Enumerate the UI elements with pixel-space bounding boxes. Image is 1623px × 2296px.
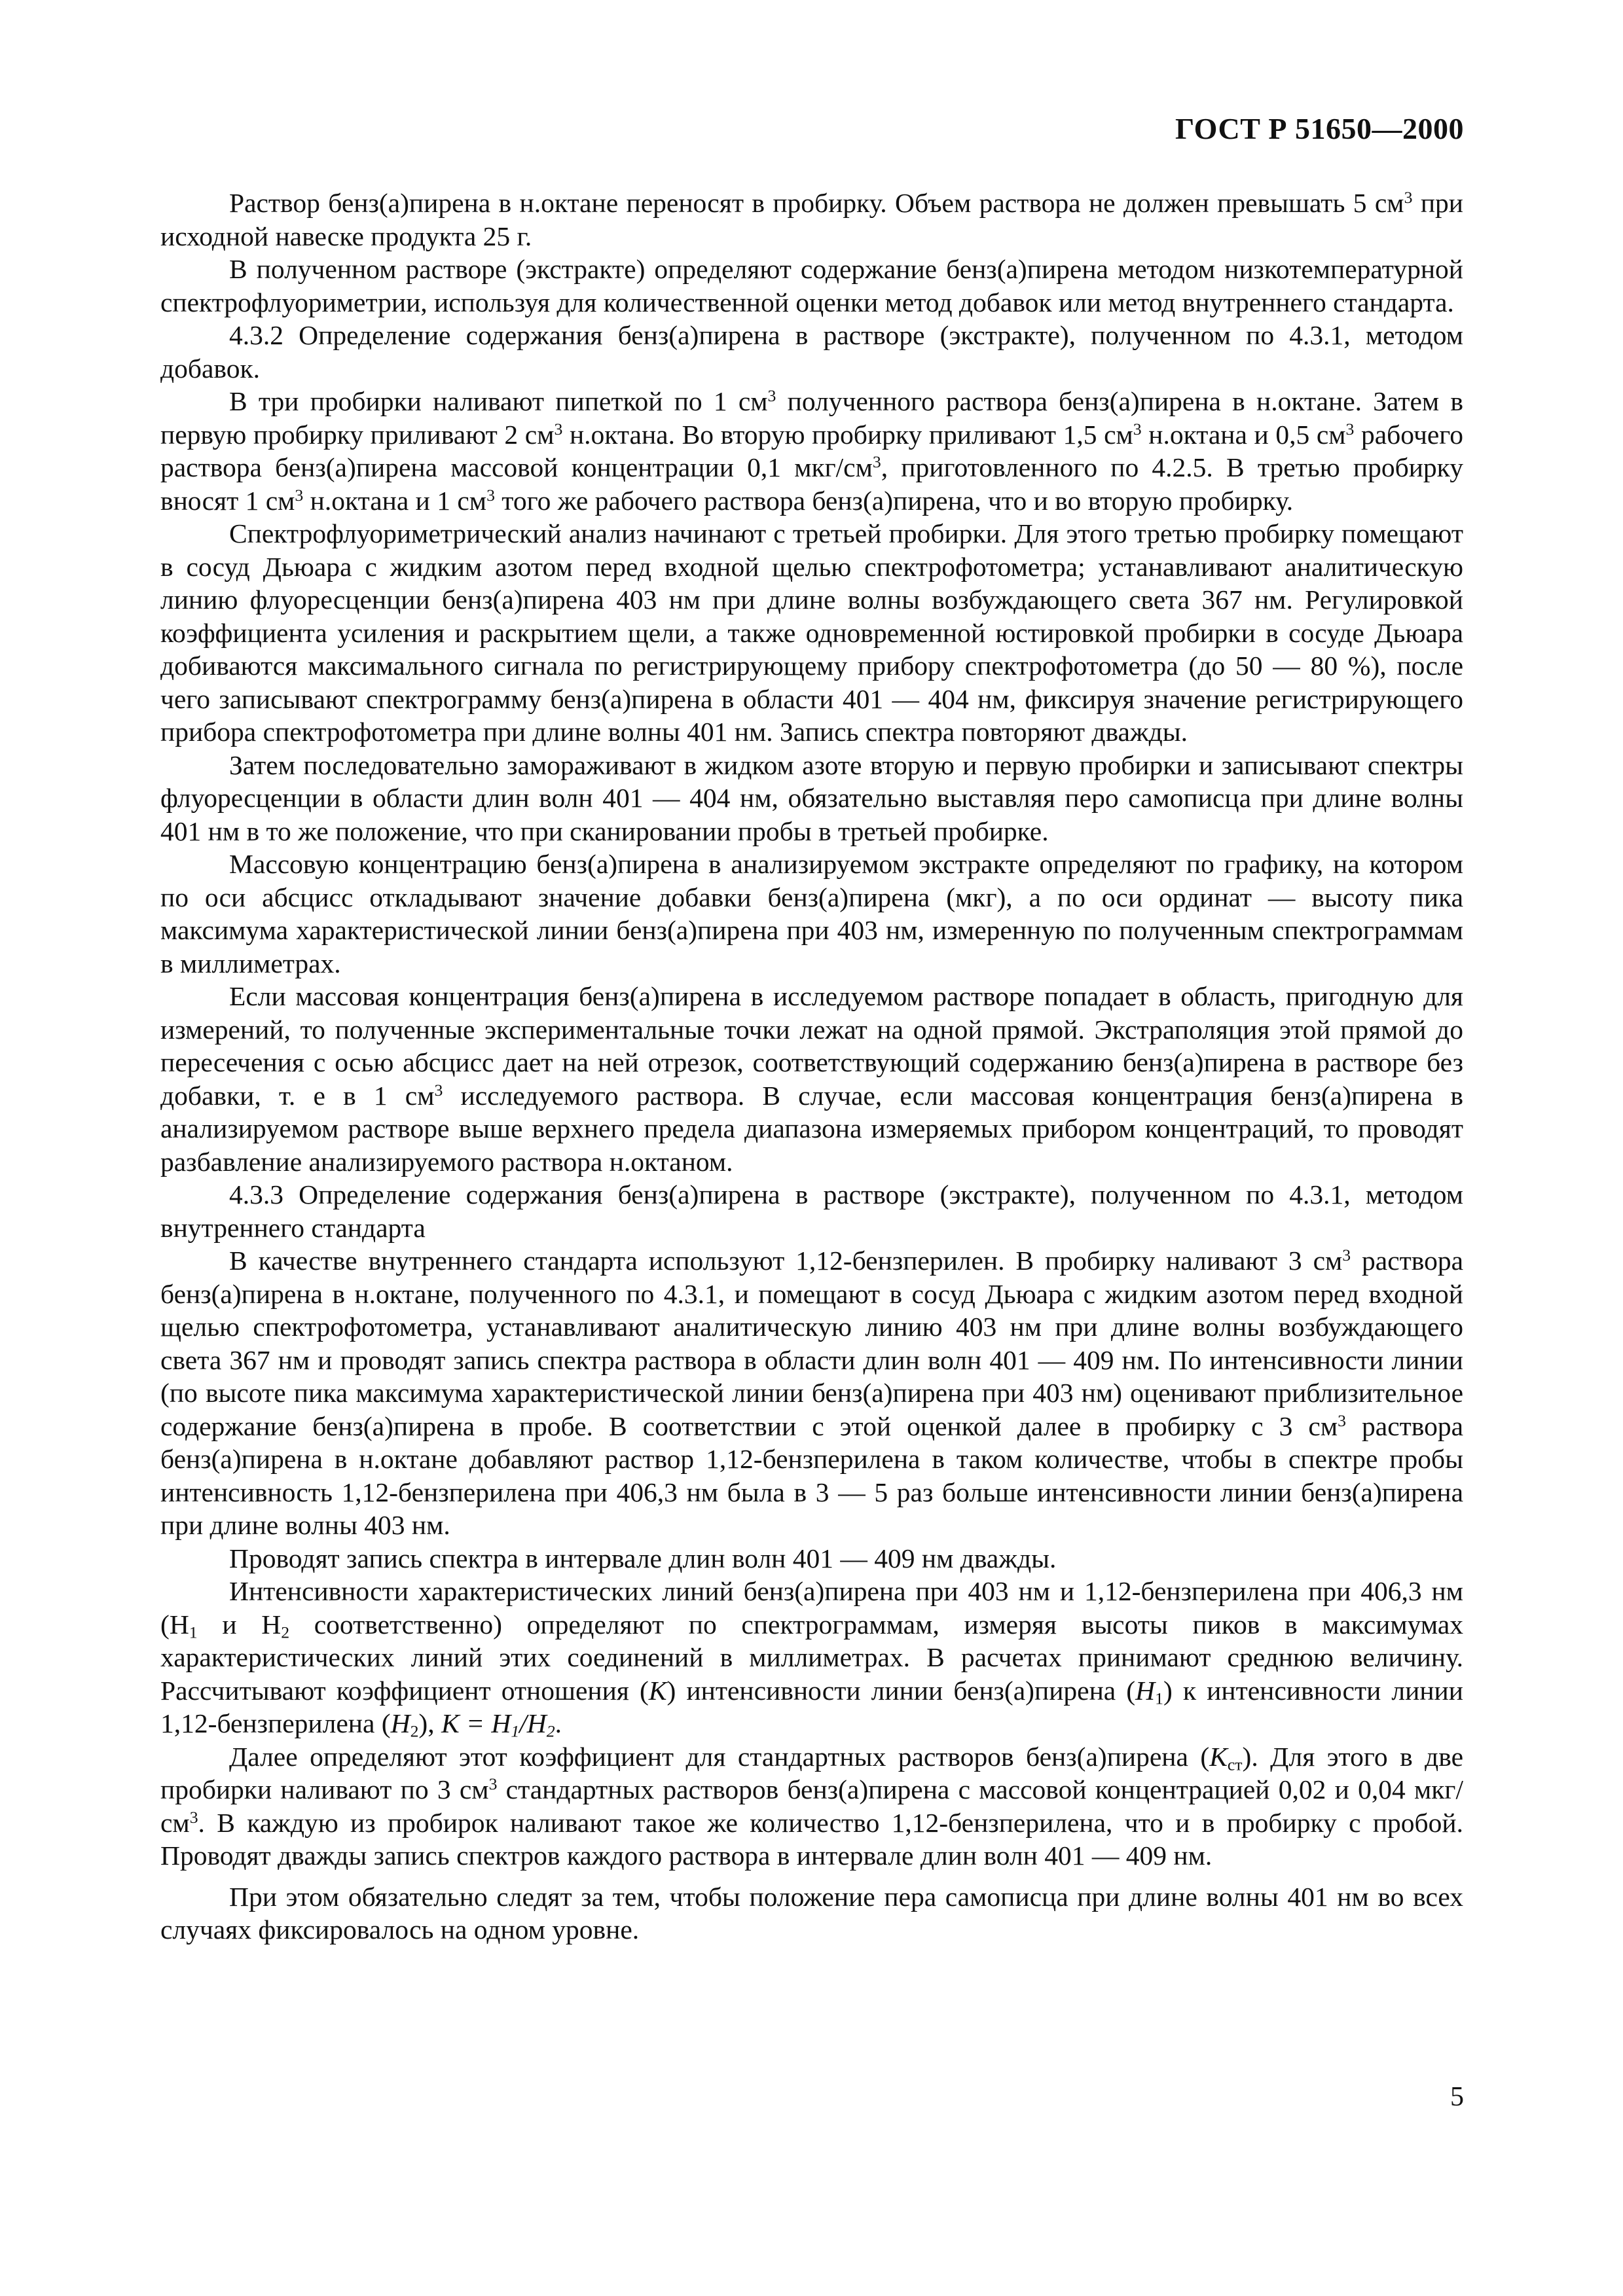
paragraph: В качестве внутреннего стандарта используют 1,12-бензперилен. В пробирку наливают 3 $см^3$ раствора бенз(а)пирена в н.октане, полученного по 4.3.1, и помещают в сосуд Дьюара с жидким азотом перед входной щелью спектрофотометра, устанавливают аналитическую линию 403 нм при длине волны возбуждающего света 367 нм и проводят запись спектра раствора в области длин волн 401 — 409 нм. По интенсивности линии (по высоте пика максимума характеристической линии бенз(а)пирена при 403 нм) оценивают приблизительное содержание бенз(а)пирена в пробе. В соответствии с этой оценкой далее в пробирку с 3 $см^3$ раствора бенз(а)пирена в н.октане добавляют раствор 1,12-бензперилена в таком количестве, чтобы в спектре пробы интенсивность 1,12-бензперилена при 406,3 нм была в 3 — 5 раз больше интенсивности линии бенз(а)пирена при длине волны 403 нм. bbox=[160, 1245, 1463, 1540]
paragraph: Спектрофлуориметрический анализ начинают с третьей пробирки. Для этого третью пробирку помещают в сосуд Дьюара с жидким азотом перед входной щелью спектрофотометра; устанавливают аналитическую линию флуоресценции бенз(а)пирена 403 нм при длине волны возбуждающего света 367 нм. Регулировкой коэффициента усиления и раскрытием щели, а также одновременной юстировкой пробирки в сосуде Дьюара добиваются максимального сигнала по регистрирующему прибору спектрофотометра (до 50 — 80 %), после чего записывают спектрограмму бенз(а)пирена в области 401 — 404 нм, фиксируя значение регистрирующего прибора спектрофотометра при длине волны 401 нм. Запись спектра повторяют дважды. bbox=[160, 518, 1463, 747]
paragraph: Если массовая концентрация бенз(а)пирена в исследуемом растворе попадает в область, пригодную для измерений, то полученные экспериментальные точки лежат на одной прямой. Экстраполяция этой прямой до пересечения с осью абсцисс дает на ней отрезок, соответствующий содержанию бенз(а)пирена в растворе без добавки, т. е в 1 $см^3$ исследуемого раствора. В случае, если массовая концентрация бенз(а)пирена в анализируемом растворе выше верхнего предела диапазона измеряемых прибором концентраций, то проводят разбавление анализируемого раствора н.октаном. bbox=[160, 981, 1464, 1177]
section-4-3-2-heading: 4.3.2 Определение содержания бенз(а)пирена в растворе (экстракте), полученном по 4.3.1, методом добавок. bbox=[160, 320, 1463, 384]
paragraph: В полученном растворе (экстракте) определяют содержание бенз(а)пирена методом низкотемпературной спектрофлуориметрии, используя для количественной оценки метод добавок или метод внутреннего стандарта. bbox=[160, 254, 1463, 317]
ratio-formula: $K = H_1/H_2$ bbox=[441, 1708, 555, 1741]
document-body bbox=[160, 187, 1463, 1946]
paragraph: В три пробирки наливают пипеткой по 1 $см^3$ полученного раствора бенз(а)пирена в н.октане. Затем в первую пробирку приливают 2 $см^3$ н.октана. Во вторую пробирку приливают 1,5 $см^3$ н.октана и 0,5 $см^3$ рабочего раствора бенз(а)пирена массовой концентрации 0,1 мкг/$см^3$, приготовленного по 4.2.5. В третью пробирку вносят 1 $см^3$ н.октана и 1 $см^3$ того же рабочего раствора бенз(а)пирена, что и во вторую пробирку. bbox=[160, 386, 1464, 516]
paragraph: Интенсивности характеристических линий бенз(а)пирена при 403 нм и 1,12-бензперилена при 406,3 нм ($Н_1$ и $Н_2$ соответственно) определяют по спектрограммам, измеряя высоты пиков в максимумах характеристических линий этих соединений в миллиметрах. В расчетах принимают среднюю величину. Рассчитывают коэффициент отношения (K) интенсивности линии бенз(а)пирена $(H_1)$ к интенсивности линии 1,12-бензперилена $(H_2)$, $K = H_1/H_2$. bbox=[160, 1576, 1463, 1741]
paragraph: При этом обязательно следят за тем, чтобы положение пера самописца при длине волны 401 нм во всех случаях фиксировалось на одном уровне. bbox=[160, 1881, 1463, 1945]
paragraph: Проводят запись спектра в интервале длин волн 401 — 409 нм дважды. bbox=[229, 1543, 1057, 1573]
section-4-3-3-heading: 4.3.3 Определение содержания бенз(а)пирена в растворе (экстракте), полученном по 4.3.1, методом внутреннего стандарта bbox=[160, 1179, 1463, 1243]
page-number: 5 bbox=[1450, 2082, 1464, 2112]
paragraph: Затем последовательно замораживают в жидком азоте вторую и первую пробирки и записывают спектры флуоресценции в области длин волн 401 — 404 нм, обязательно выставляя перо самописца при длине волны 401 нм в то же положение, что при сканировании пробы в третьей пробирке. bbox=[160, 749, 1463, 846]
paragraph: Раствор бенз(а)пирена в н.октане переносят в пробирку. Объем раствора не должен превышать 5 $см^3$ при исходной навеске продукта 25 г. bbox=[160, 187, 1463, 251]
paragraph: Массовую концентрацию бенз(а)пирена в анализируемом экстракте определяют по графику, на котором по оси абсцисс откладывают значение добавки бенз(а)пирена (мкг), а по оси ординат — высоту пика максимума характеристической линии бенз(а)пирена при 403 нм, измеренную по полученным спектрограммам в миллиметрах. bbox=[160, 849, 1463, 978]
document-header: ГОСТ Р 51650—2000 bbox=[1175, 112, 1464, 145]
paragraph: Далее определяют этот коэффициент для стандартных растворов бенз(а)пирена $(K_{ст})$. Для этого в две пробирки наливают по 3 $см^3$ стандартных растворов бенз(а)пирена с массовой концентрацией 0,02 и 0,04 мкг/$см^3$. В каждую из пробирок наливают такое же количество 1,12-бензперилена, что и в пробирку с пробой. Проводят дважды запись спектров каждого раствора в интервале длин волн 401 — 409 нм. bbox=[160, 1741, 1463, 1871]
